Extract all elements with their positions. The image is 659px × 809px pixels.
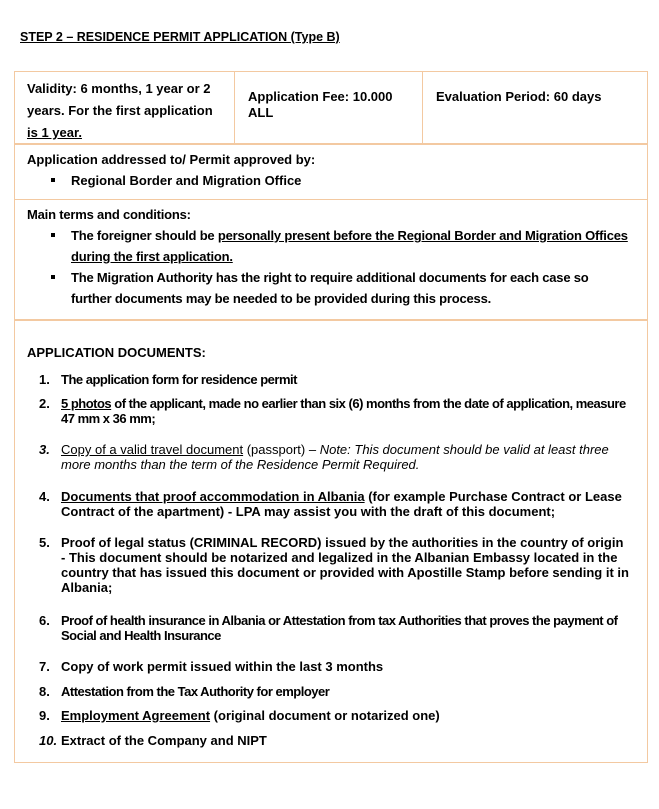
- item-text: [61, 442, 629, 472]
- item-text: Proof of legal status (CRIMINAL RECORD) issued by the authorities in the country of origin - This document should be notarized and legalized in the Albanian Embassy located in the country that has issued this document or provided with Apostille Stamp before sending it in Albania;: [61, 535, 629, 595]
- validity-line: is 1 year.: [27, 125, 82, 140]
- item-text: Proof of health insurance in Albania or Attestation from tax Authorities that proves the payment of Social and Health Insurance: [61, 613, 618, 643]
- validity-line: Validity: 6 months, 1 year or 2: [27, 81, 211, 96]
- item-text: Copy of work permit issued within the last 3 months: [61, 659, 384, 674]
- item-number: 2.: [39, 396, 50, 411]
- item-text-rest: (for example Purchase Contract or Lease Contract of the apartment) - LPA may assist you with the draft of this document;: [61, 489, 622, 519]
- item-text: [61, 489, 629, 519]
- term-text: further documents may be needed to be provided during this process.: [71, 291, 492, 306]
- item-number: 3.: [39, 442, 50, 457]
- item-text-underlined: Documents that proof accommodation in Albania: [61, 489, 365, 504]
- terms-row: [15, 200, 647, 321]
- item-number: 8.: [39, 684, 50, 699]
- item-text-rest: of the applicant, made no earlier than six (6) months from the date of application, measure 47 mm x 36 mm;: [61, 396, 626, 426]
- item-text: [61, 396, 629, 426]
- addressed-heading: Application addressed to/ Permit approved by:: [27, 152, 316, 167]
- item-number: 7.: [39, 659, 50, 674]
- item-number: 4.: [39, 489, 50, 504]
- term-text: The foreigner should be: [71, 228, 218, 243]
- addressed-item: Regional Border and Migration Office: [27, 170, 637, 191]
- item-number: 10.: [39, 733, 58, 748]
- term-item: [27, 267, 637, 309]
- item-text-rest: (original document or notarized one): [210, 708, 440, 723]
- application-table: [14, 71, 648, 763]
- terms-heading: Main terms and conditions:: [27, 207, 191, 222]
- addressed-row: [15, 145, 647, 200]
- terms-block: [27, 204, 637, 309]
- documents-heading: APPLICATION DOCUMENTS:: [27, 345, 206, 360]
- term-text: during the first application.: [71, 249, 233, 264]
- fee-cell: Application Fee: 10.000 ALL: [235, 72, 423, 143]
- summary-row: [15, 72, 647, 145]
- validity-cell: [15, 72, 235, 143]
- item-number: 5.: [39, 535, 50, 550]
- item-text: [61, 708, 629, 723]
- item-text-underlined: Copy of a valid travel document: [61, 442, 244, 457]
- item-number: 9.: [39, 708, 50, 723]
- item-number: 1.: [39, 372, 50, 387]
- item-text: Extract of the Company and NIPT: [61, 733, 267, 748]
- term-text: The Migration Authority has the right to require additional documents for each case so: [71, 270, 589, 285]
- addressed-block: [27, 149, 637, 191]
- term-text: personally present before the Regional Border and Migration Offices: [217, 228, 628, 243]
- item-note: Note: This document should be valid at least three more months than the term of the Residence Permit Required.: [61, 442, 609, 472]
- page-title: STEP 2 – RESIDENCE PERMIT APPLICATION (Type B): [20, 30, 340, 44]
- item-text: Attestation from the Tax Authority for employer: [61, 684, 330, 699]
- item-number: 6.: [39, 613, 50, 628]
- item-text-rest: (passport) –: [243, 442, 320, 457]
- item-text-underlined: 5 photos: [61, 396, 112, 411]
- term-item: [27, 225, 637, 267]
- item-text-underlined: Employment Agreement: [61, 708, 211, 723]
- item-text: The application form for residence permit: [61, 372, 297, 387]
- evaluation-cell: Evaluation Period: 60 days: [436, 89, 602, 104]
- validity-line: years. For the first application: [27, 103, 213, 118]
